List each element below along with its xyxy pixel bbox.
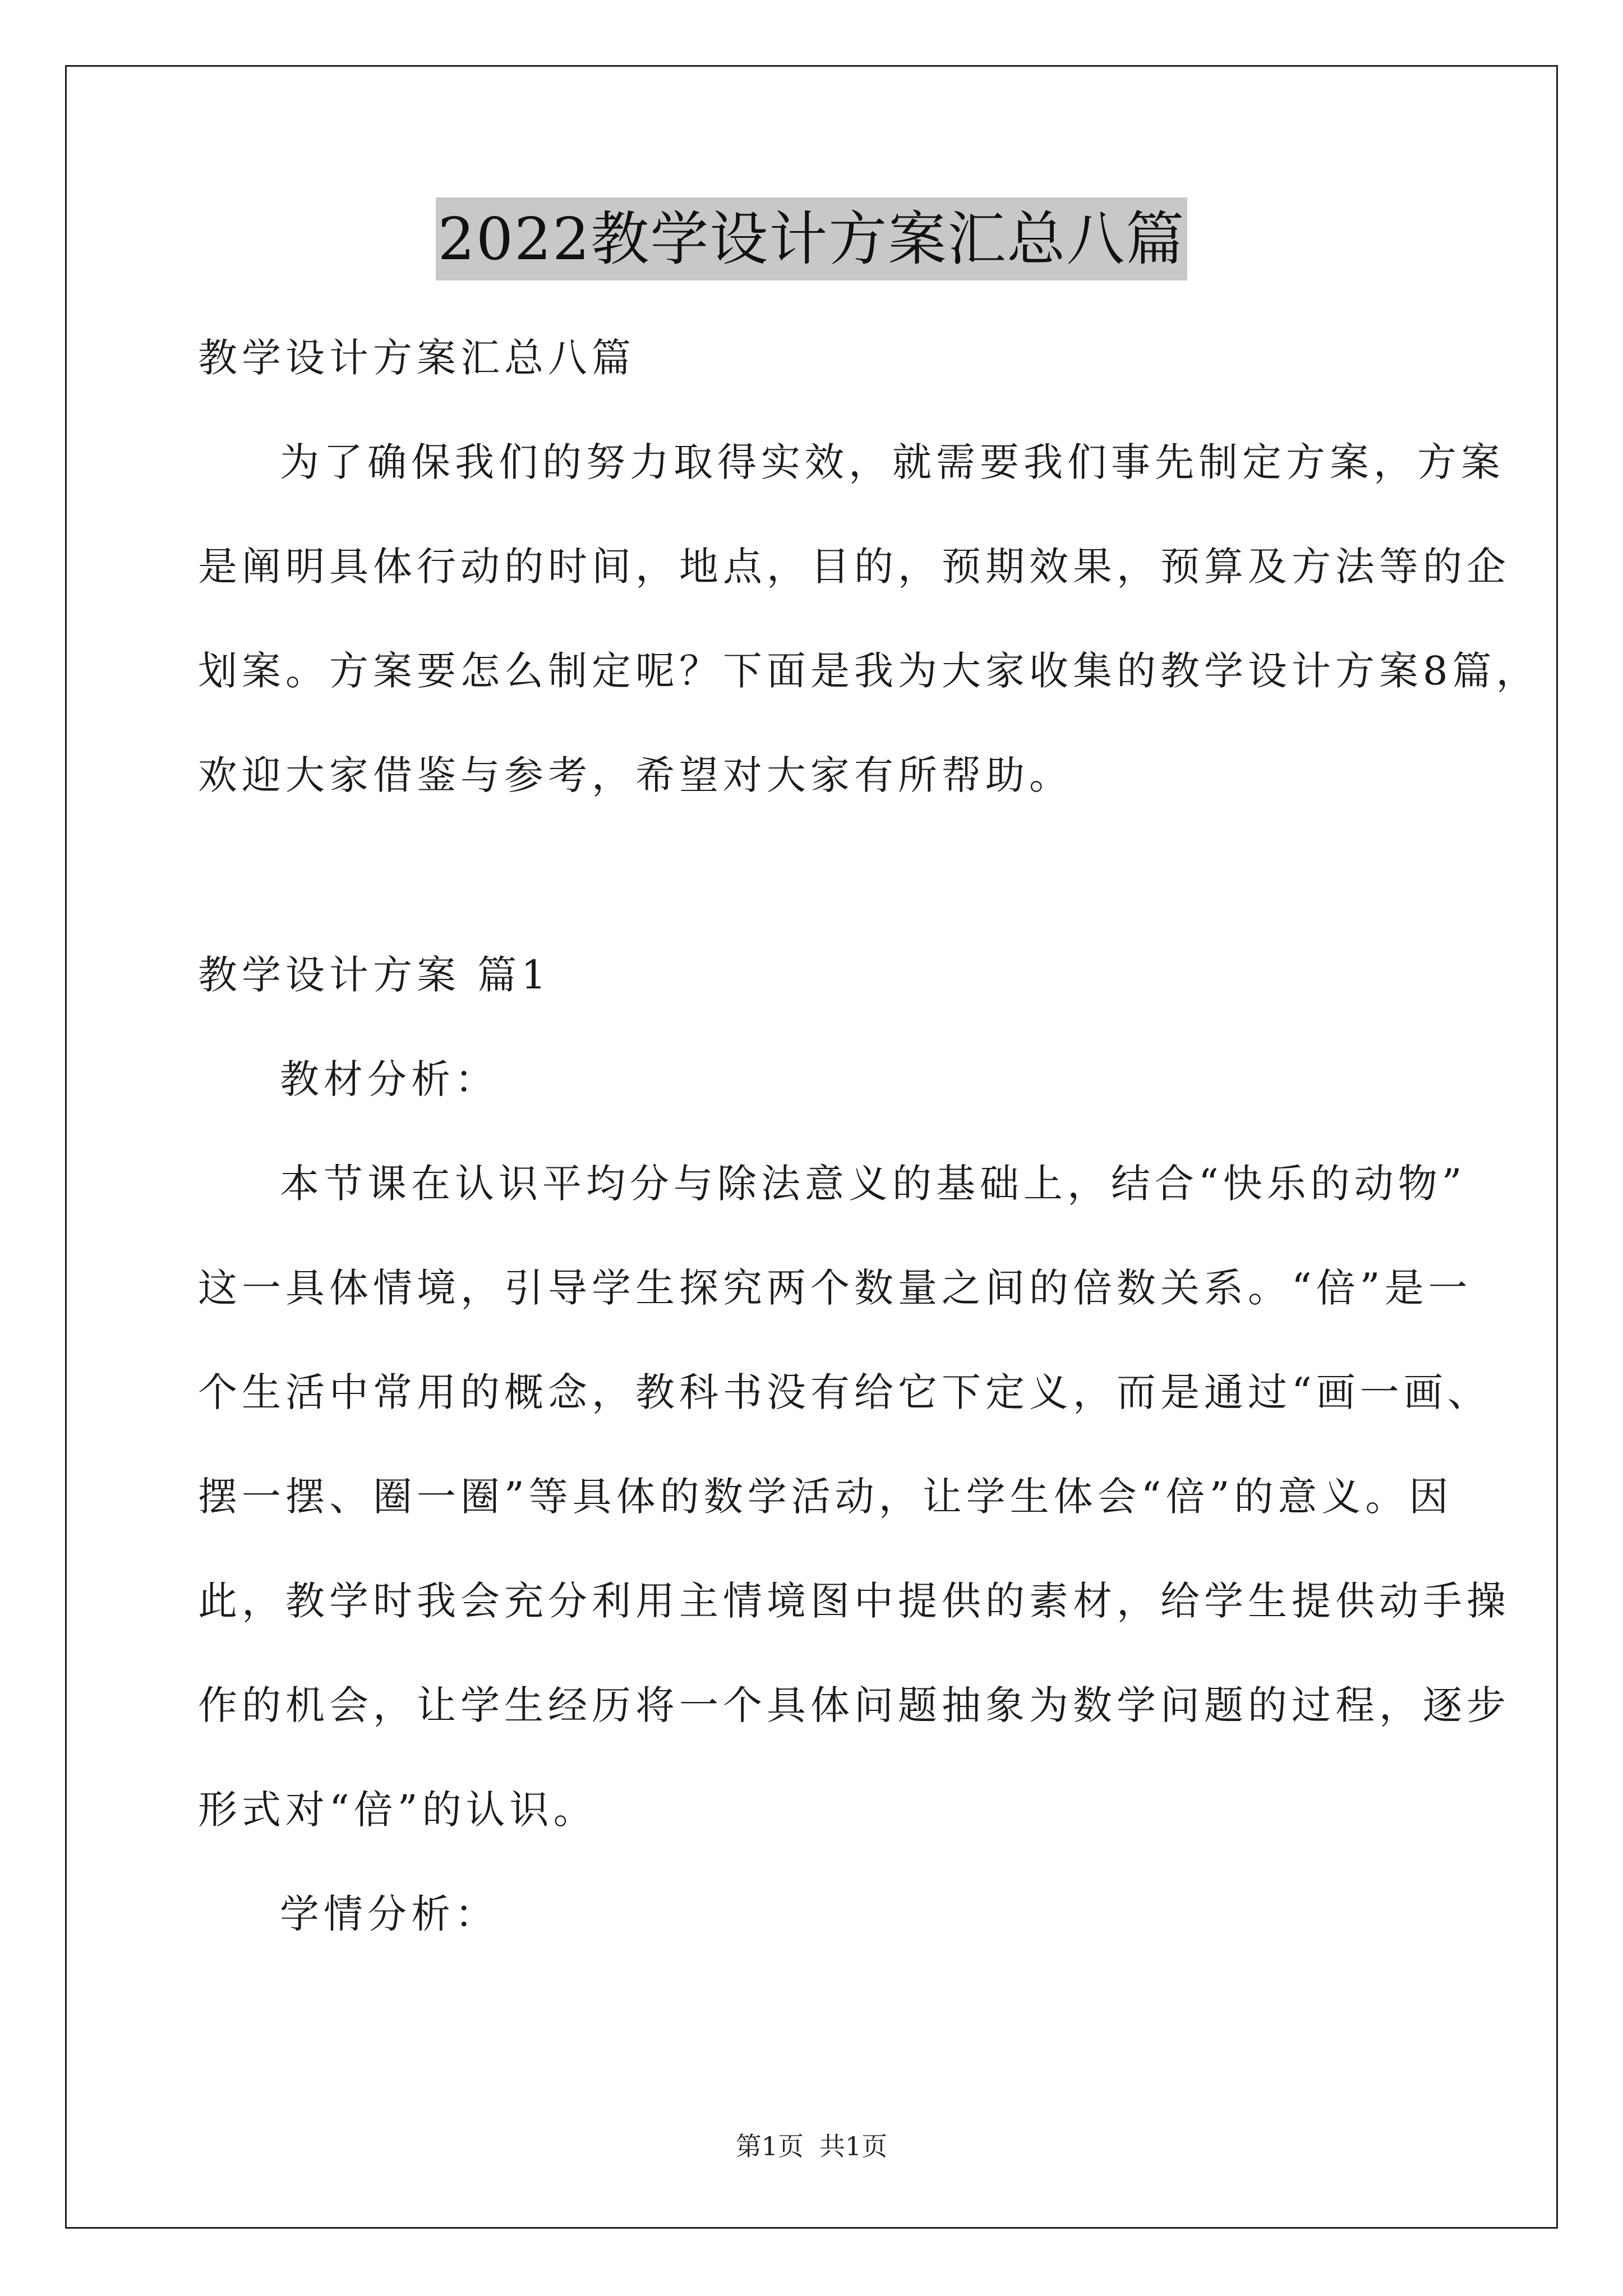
document-subtitle: 教学设计方案汇总八篇 <box>198 335 635 381</box>
analysis-line: 本节课在认识平均分与除法意义的基础上，结合“快乐的动物” <box>280 1161 1467 1207</box>
intro-line: 欢迎大家借鉴与参考，希望对大家有所帮助。 <box>198 752 1073 798</box>
analysis-line: 形式对“倍”的认识。 <box>198 1787 597 1833</box>
analysis-line: 摆一摆、圈一圈”等具体的数学活动，让学生体会“倍”的意义。因 <box>198 1474 1453 1520</box>
document-body <box>198 306 1540 1966</box>
learning-analysis-label: 学情分析： <box>280 1891 499 1937</box>
intro-line: 为了确保我们的努力取得实效，就需要我们事先制定方案，方案 <box>280 439 1505 485</box>
title-wrapper <box>0 197 1623 280</box>
intro-line: 是阐明具体行动的时间，地点，目的，预期效果，预算及方法等的企 <box>198 544 1510 590</box>
analysis-line: 这一具体情境，引导学生探究两个数量之间的倍数关系。“倍”是一 <box>198 1265 1472 1311</box>
page-footer <box>0 2129 1623 2163</box>
page-number-current: 第1页 <box>735 2131 804 2161</box>
textbook-analysis-label: 教材分析： <box>280 1056 499 1102</box>
analysis-line: 此，教学时我会充分利用主情境图中提供的素材，给学生提供动手操 <box>198 1578 1510 1624</box>
analysis-line: 个生活中常用的概念，教科书没有给它下定义，而是通过“画一画、 <box>198 1369 1491 1415</box>
page-number-total: 共1页 <box>819 2131 888 2161</box>
intro-line: 划案。方案要怎么制定呢？下面是我为大家收集的教学设计方案8篇， <box>198 648 1540 694</box>
section-heading: 教学设计方案 篇1 <box>198 952 551 998</box>
document-title: 2022教学设计方案汇总八篇 <box>436 197 1188 280</box>
analysis-line: 作的机会，让学生经历将一个具体问题抽象为数学问题的过程，逐步 <box>198 1682 1510 1728</box>
